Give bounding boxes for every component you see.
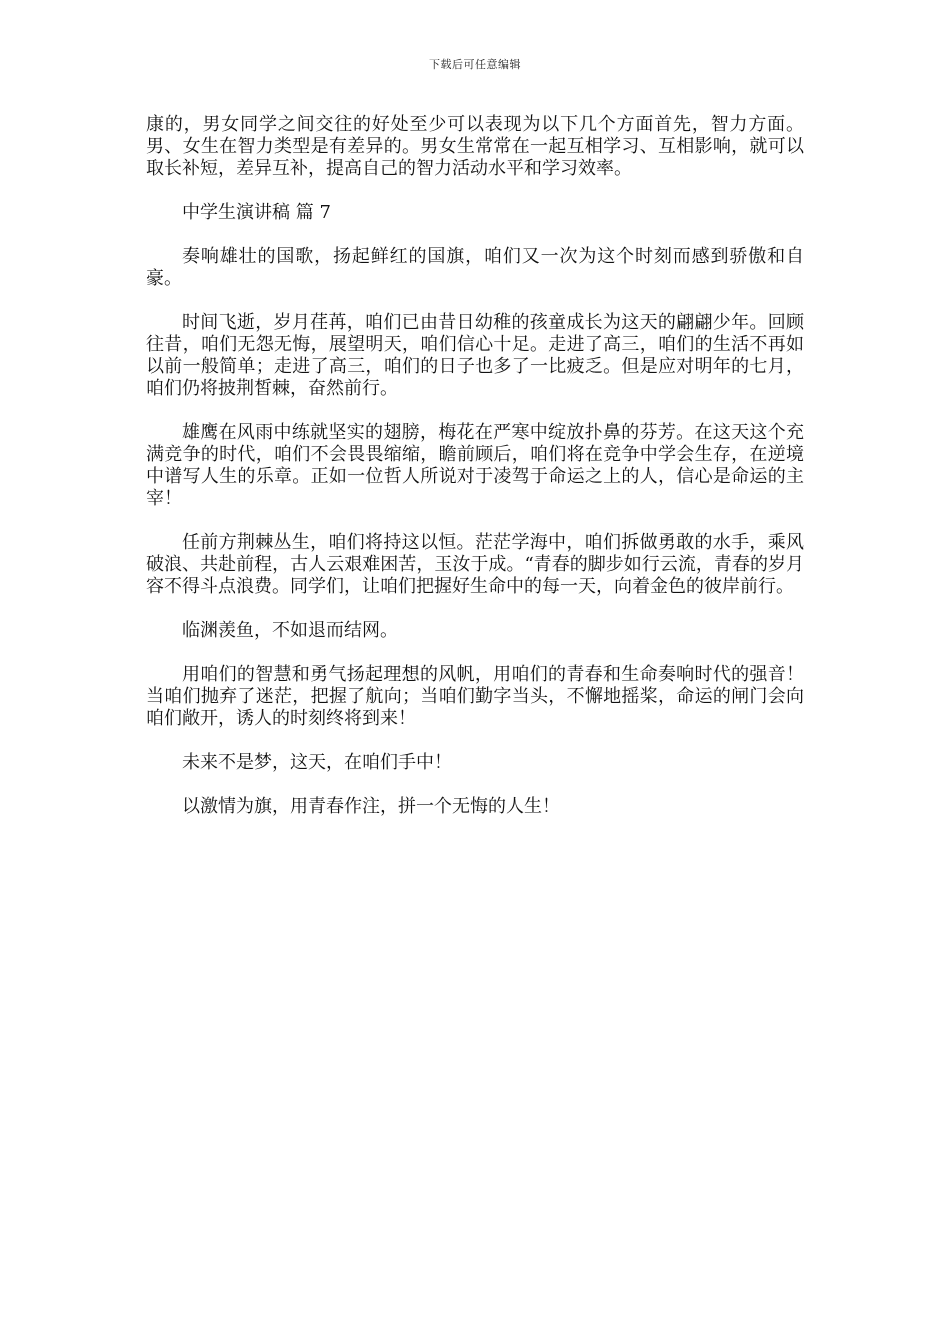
paragraph: 用咱们的智慧和勇气扬起理想的风帆，用咱们的青春和生命奏响时代的强音！当咱们抛弃了迷茫，把握了航向；当咱们勤字当头，不懈地摇桨，命运的闸门会向咱们敞开，诱人的时刻终将到来！ — [146, 664, 804, 729]
paragraph-continued: 康的，男女同学之间交往的好处至少可以表现为以下几个方面首先，智力方面。男、女生在智力类型是有差异的。男女生常常在一起互相学习、互相影响，就可以取长补短，差异互补，提高自己的智力活动水平和学习效率。 — [146, 114, 804, 179]
paragraph: 未来不是梦，这天，在咱们手中！ — [182, 752, 452, 773]
paragraph: 时间飞逝，岁月荏苒，咱们已由昔日幼稚的孩童成长为这天的翩翩少年。回顾往昔，咱们无怨无悔，展望明天，咱们信心十足。走进了高三，咱们的生活不再如以前一般简单；走进了高三，咱们的日子也多了一比疲乏。但是应对明年的七月，咱们仍将披荆皙棘，奋然前行。 — [146, 312, 804, 399]
paragraph: 以激情为旗，用青春作注，拼一个无悔的人生！ — [182, 796, 560, 817]
page-header: 下载后可任意编辑 — [429, 58, 521, 71]
paragraph: 雄鹰在风雨中练就坚实的翅膀，梅花在严寒中绽放扑鼻的芬芳。在这天这个充满竞争的时代，咱们不会畏畏缩缩，瞻前顾后，咱们将在竞争中学会生存，在逆境中谱写人生的乐章。正如一位哲人所说对于凌驾于命运之上的人，信心是命运的主宰！ — [146, 422, 804, 509]
paragraph: 临渊羡鱼，不如退而结网。 — [182, 620, 398, 641]
document-body — [146, 114, 804, 840]
section-heading: 中学生演讲稿 篇 7 — [182, 202, 331, 223]
paragraph: 奏响雄壮的国歌，扬起鲜红的国旗，咱们又一次为这个时刻而感到骄傲和自豪。 — [146, 246, 804, 289]
paragraph: 任前方荆棘丛生，咱们将持这以恒。茫茫学海中，咱们拆做勇敢的水手，乘风破浪、共赴前程，古人云艰难困苦，玉汝于成。“青春的脚步如行云流，青春的岁月容不得斗点浪费。同学们，让咱们把握好生命中的每一天，向着金色的彼岸前行。 — [146, 532, 804, 597]
